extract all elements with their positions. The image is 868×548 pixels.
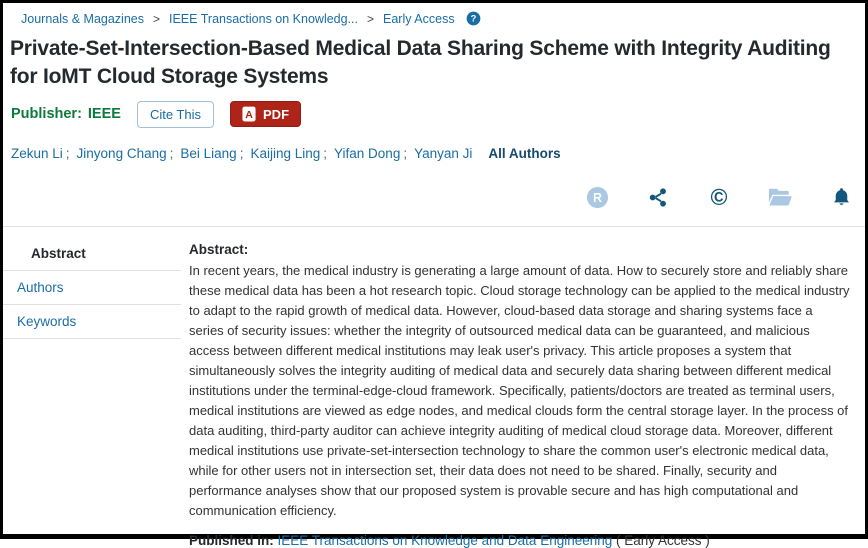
copyright-icon[interactable]: © <box>710 183 728 210</box>
share-icon[interactable] <box>646 185 670 209</box>
author-separator: ; <box>403 146 408 161</box>
author-link[interactable]: Bei Liang <box>180 146 237 161</box>
cite-this-button[interactable]: Cite This <box>137 101 214 128</box>
publisher-label: Publisher: IEEE <box>11 106 121 122</box>
sidebar-item-keywords[interactable]: Keywords <box>3 305 181 339</box>
header-content-divider <box>3 226 865 227</box>
breadcrumb-separator: > <box>152 11 160 26</box>
pdf-button[interactable] <box>230 101 301 127</box>
document-actions-row <box>3 181 865 213</box>
published-in-journal-link[interactable]: IEEE Transactions on Knowledge and Data Engineering <box>277 533 613 548</box>
author-separator: ; <box>239 146 244 161</box>
breadcrumb-journal-name[interactable]: IEEE Transactions on Knowledg... <box>169 11 358 26</box>
alerts-bell-icon[interactable] <box>829 185 853 209</box>
page-title: Private-Set-Intersection-Based Medical Data Sharing Scheme with Integrity Auditing for IoMT Cloud Storage Systems <box>10 37 831 88</box>
author-separator: ; <box>65 146 70 161</box>
early-access-note: ( Early Access ) <box>616 533 710 548</box>
breadcrumb <box>3 3 865 26</box>
authors-row <box>11 146 865 161</box>
sidebar-item-abstract[interactable]: Abstract <box>3 237 181 271</box>
published-in-label: Published in: <box>189 533 274 548</box>
author-link[interactable]: Yanyan Ji <box>414 146 473 161</box>
sidebar-item-authors[interactable]: Authors <box>3 271 181 305</box>
author-link[interactable]: Zekun Li <box>11 146 63 161</box>
breadcrumb-early-access[interactable]: Early Access <box>383 11 455 26</box>
pdf-file-icon <box>242 106 256 122</box>
abstract-heading: Abstract: <box>189 242 249 257</box>
author-link[interactable]: Yifan Dong <box>334 146 401 161</box>
svg-text:R: R <box>592 190 602 205</box>
r-circle-icon[interactable] <box>585 185 609 209</box>
abstract-text: In recent years, the medical industry is generating a large amount of data. How to securely store and reliably share these medical data has been a hot research topic. Cloud storage technology can be applied to the medical industry to adapt to the rapid growth of medical data. However, cloud-based data storage and sharing systems face a series of security issues: whether the integrity of outsourced medical data can be guaranteed, and malicious access between different medical institutions may leak user's privacy. This article proposes a system that simultaneously solves the integrity auditing of medical data and securely data sharing between different medical institutions under the terminal-edge-cloud framework. Specifically, patients/doctors are treated as terminal users, medical institutions are viewed as edge nodes, and medical clouds form the central storage layer. In the process of data auditing, third-party auditor can achieve integrity auditing of medical cloud storage data. Moreover, different medical institutions use private-set-intersection technology to share the common user's electronic medical data, while for other users not in intersection set, their data does not need to be shared. Finally, security and performance analyses show that our proposed system is provable secure and has high computational and communication efficiency. <box>189 263 850 518</box>
breadcrumb-journals-magazines[interactable]: Journals & Magazines <box>21 11 144 26</box>
help-question-icon[interactable] <box>466 11 481 26</box>
author-link[interactable]: Kaijing Ling <box>250 146 321 161</box>
pdf-button-label: PDF <box>263 106 290 122</box>
abstract-section <box>187 237 865 548</box>
author-link[interactable]: Jinyong Chang <box>76 146 167 161</box>
publisher-name: IEEE <box>87 106 121 122</box>
section-nav-sidebar <box>3 237 187 548</box>
breadcrumb-separator: > <box>367 11 375 26</box>
author-separator: ; <box>169 146 174 161</box>
publisher-row <box>11 99 865 129</box>
svg-text:?: ? <box>470 13 476 24</box>
published-in-row <box>189 533 850 548</box>
folder-icon[interactable] <box>768 185 792 209</box>
all-authors-link[interactable]: All Authors <box>488 146 561 161</box>
svg-text:A: A <box>245 108 253 121</box>
content-area <box>3 237 865 548</box>
author-separator: ; <box>323 146 328 161</box>
